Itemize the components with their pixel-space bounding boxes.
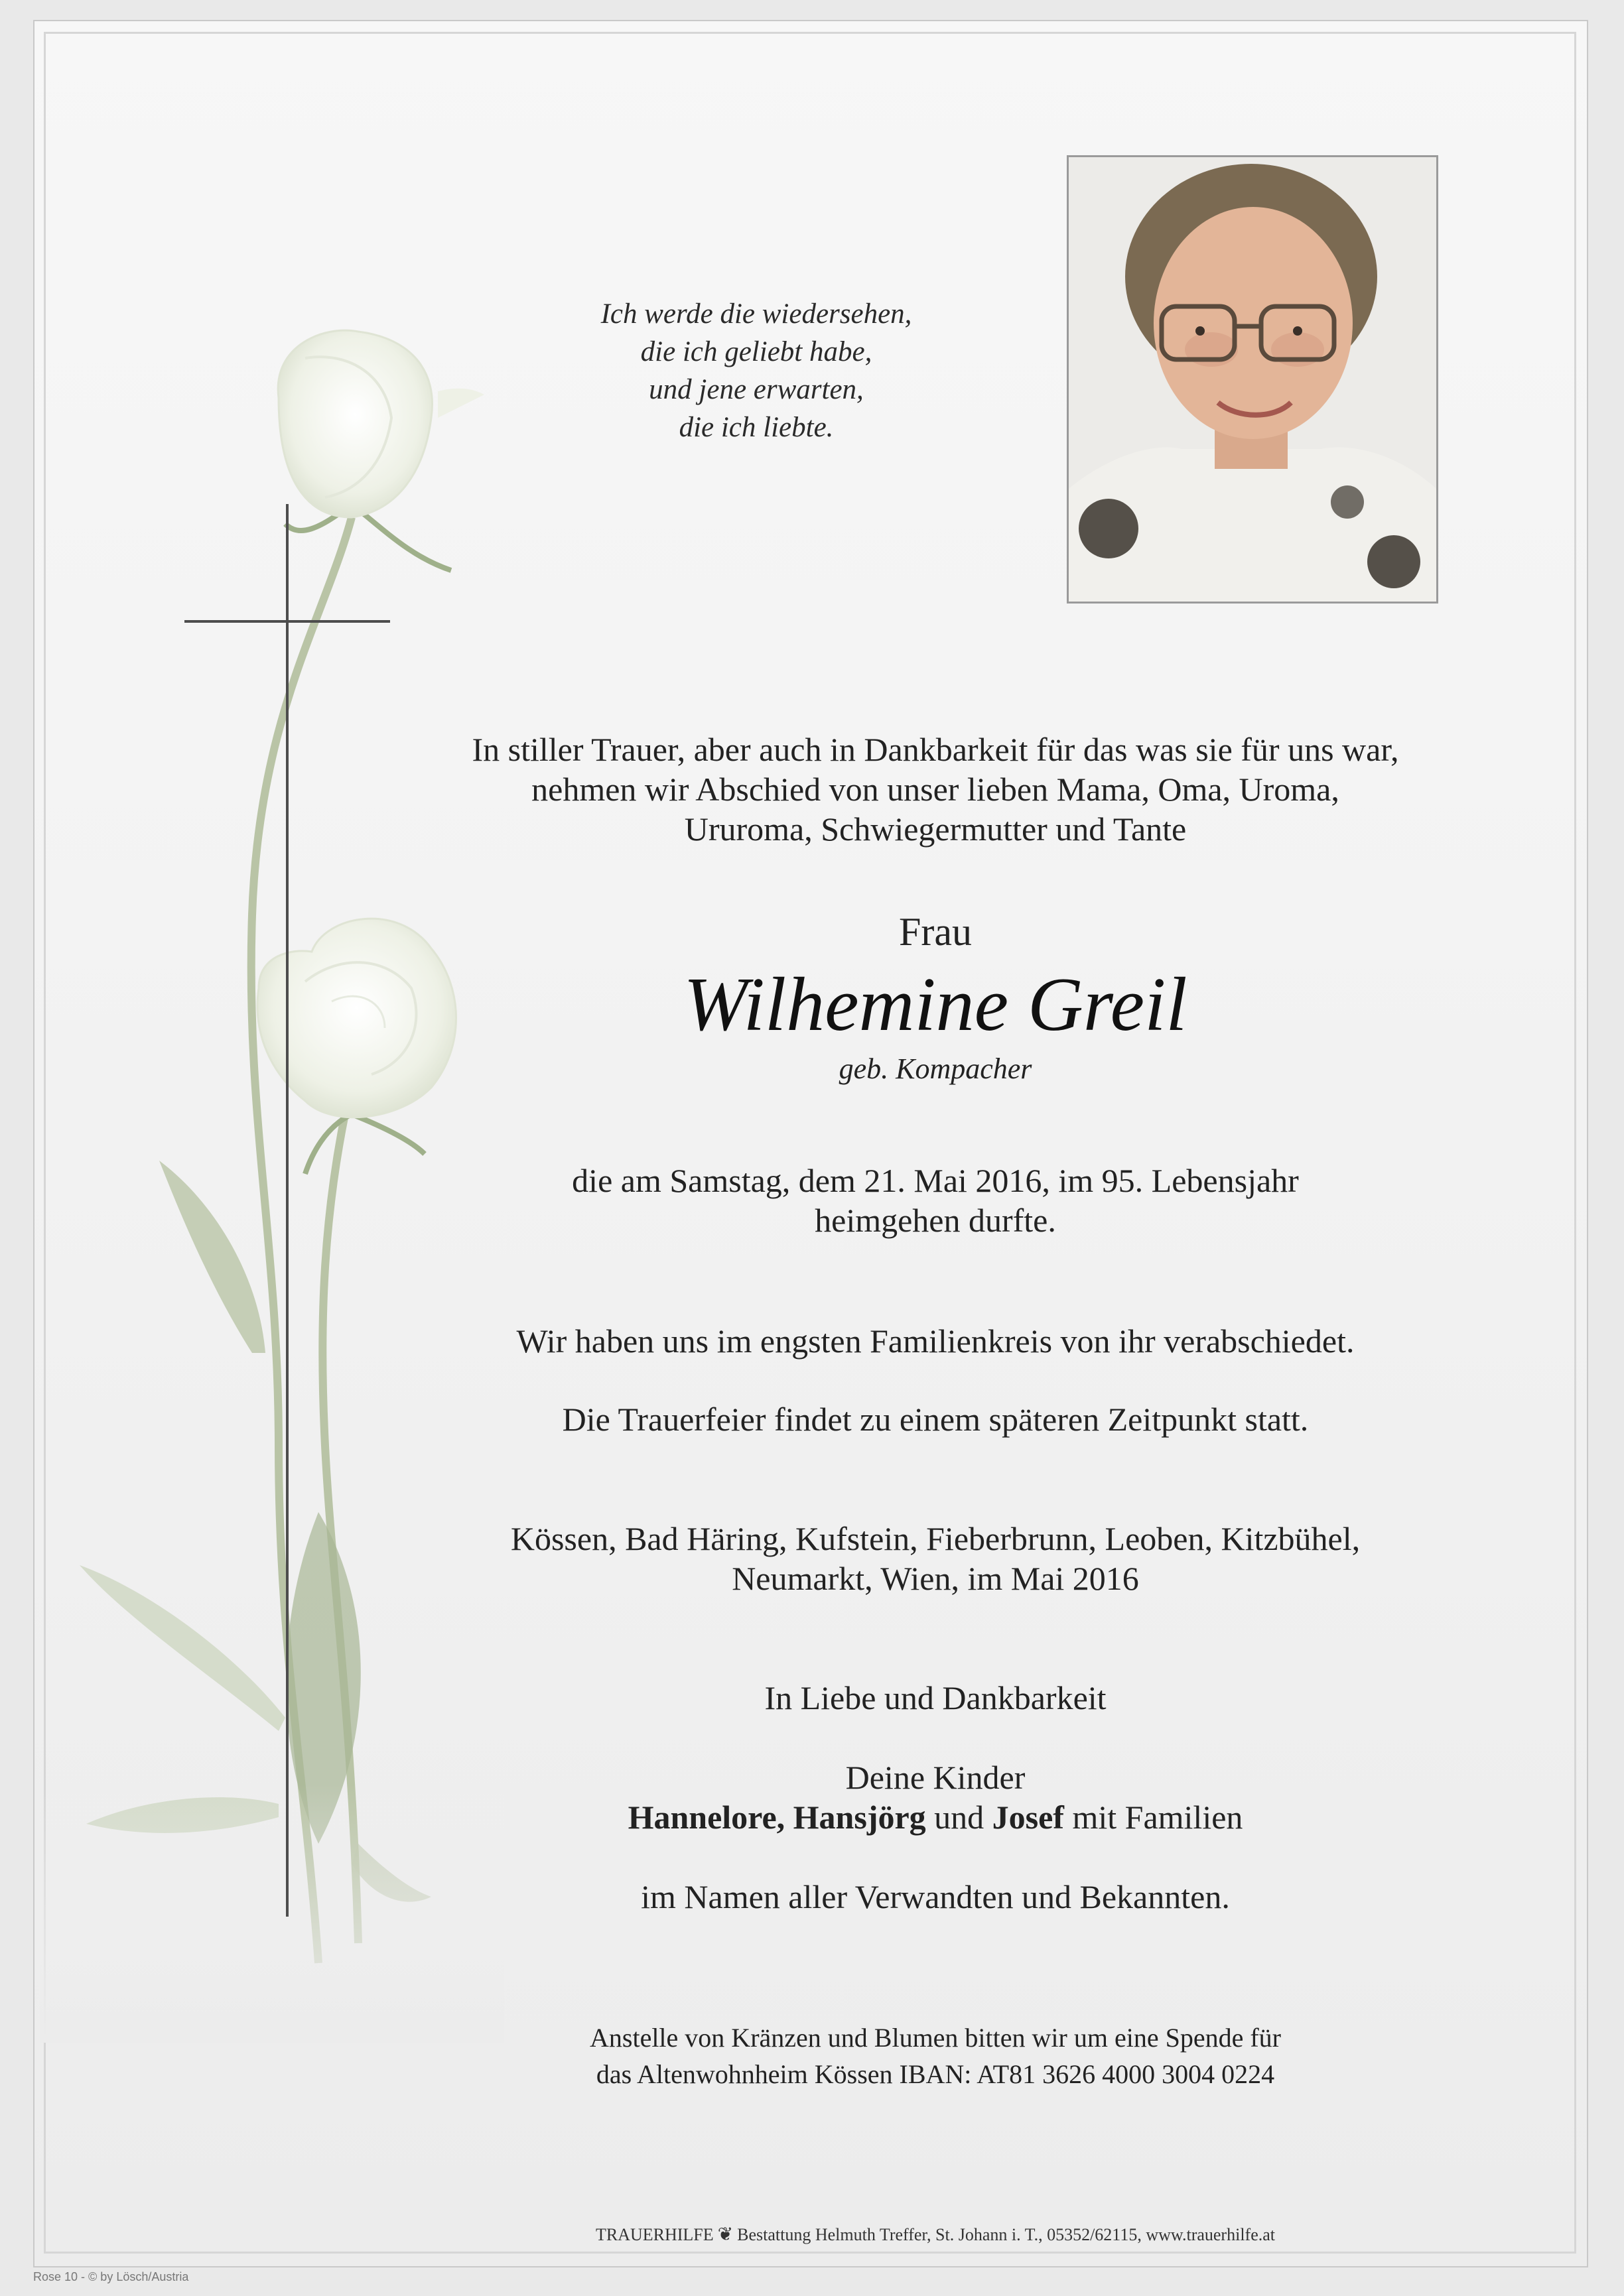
undertaker-footer [405, 2225, 1466, 2245]
signatories [405, 1757, 1466, 1837]
poem [511, 295, 1002, 446]
ceremony-line: Die Trauerfeier findet zu einem späteren Zeitpunkt statt. [562, 1401, 1309, 1438]
farewell-line: Wir haben uns im engsten Familienkreis von ihr verabschiedet. [516, 1322, 1355, 1360]
intro-line: nehmen wir Abschied von unser lieben Mama, Oma, Uroma, [531, 771, 1339, 808]
footer-brand: TRAUERHILFE [595, 2225, 714, 2244]
flower-icon: ❦ [717, 2224, 734, 2245]
death-line: die am Samstag, dem 21. Mai 2016, im 95. Lebensjahr [572, 1162, 1299, 1199]
cross-vertical-bar [286, 504, 289, 1917]
places-line: Neumarkt, Wien, im Mai 2016 [732, 1560, 1139, 1597]
death-line: heimgehen durfte. [815, 1202, 1056, 1239]
child-name: Hansjörg [793, 1799, 926, 1836]
poem-line: und jene erwarten, [649, 374, 864, 405]
ceremony-text [405, 1399, 1466, 1439]
children-names [405, 1797, 1466, 1837]
portrait-face [1154, 207, 1353, 439]
poem-line: die ich liebte. [679, 412, 834, 443]
image-credit: Rose 10 - © by Lösch/Austria [33, 2270, 189, 2283]
conjunction: und [934, 1799, 984, 1836]
portrait-photo [1067, 155, 1438, 604]
farewell-text [405, 1321, 1466, 1361]
donation-line: das Altenwohnheim Kössen IBAN: AT81 3626 4000 3004 0224 [596, 2059, 1275, 2089]
poem-line: Ich werde die wiedersehen, [600, 298, 912, 330]
donation-request [405, 2019, 1466, 2092]
intro-line: Ururoma, Schwiegermutter und Tante [684, 810, 1187, 848]
closing-line: In Liebe und Dankbarkeit [764, 1679, 1107, 1716]
salutation: Frau [899, 910, 972, 954]
deceased-name: Wilhemine Greil [683, 962, 1187, 1047]
death-notice [405, 1161, 1466, 1240]
footer-text: Bestattung Helmuth Treffer, St. Johann i. T., 05352/62115, www.trauerhilfe.at [737, 2225, 1275, 2244]
cross-horizontal-bar [184, 620, 390, 623]
relatives-text [405, 1877, 1466, 1917]
relatives-line: im Namen aller Verwandten und Bekannten. [641, 1878, 1230, 1915]
child-name: Josef [992, 1799, 1064, 1836]
intro-line: In stiller Trauer, aber auch in Dankbarkeit für das was sie für uns war, [472, 731, 1399, 768]
intro-text [405, 730, 1466, 849]
poem-line: die ich geliebt habe, [640, 336, 872, 367]
families-suffix: mit Familien [1072, 1799, 1243, 1836]
child-name: Hannelore, [628, 1799, 785, 1836]
donation-line: Anstelle von Kränzen und Blumen bitten wir um eine Spende für [590, 2023, 1281, 2053]
birth-name: geb. Kompacher [839, 1052, 1032, 1085]
places-date [405, 1519, 1466, 1598]
closing-text [405, 1678, 1466, 1718]
places-line: Kössen, Bad Häring, Kufstein, Fieberbrunn, Leoben, Kitzbühel, [510, 1520, 1361, 1557]
children-label: Deine Kinder [845, 1759, 1026, 1796]
